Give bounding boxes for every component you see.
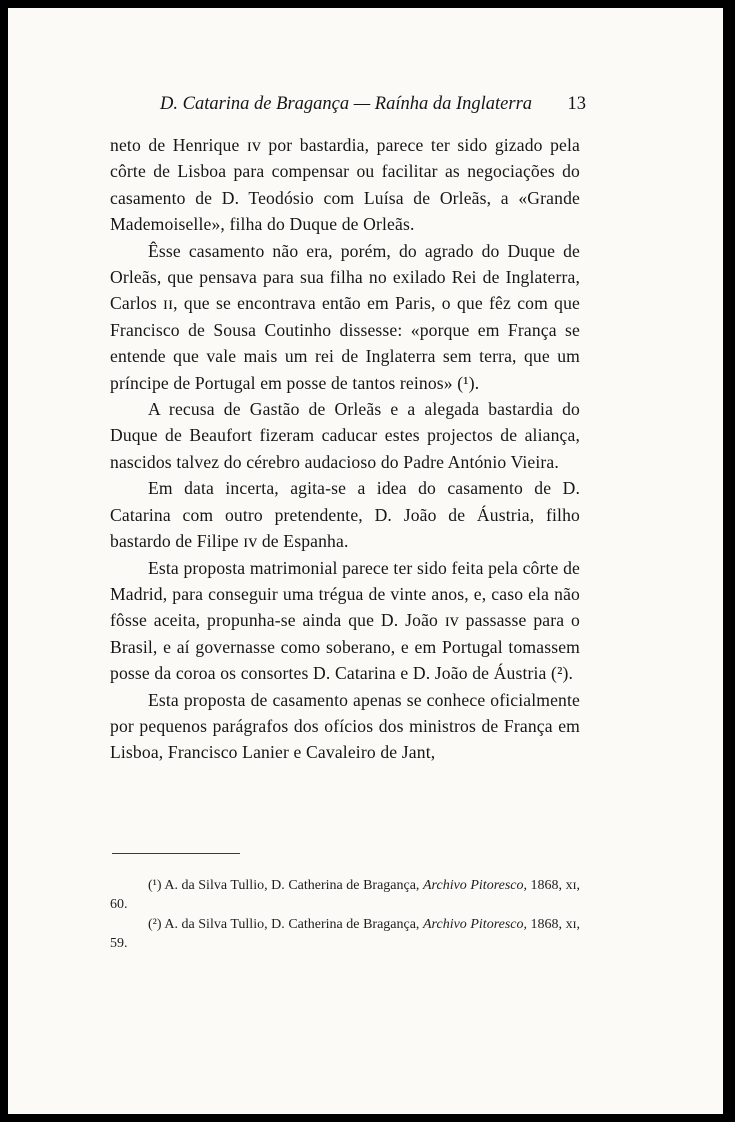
footnote-2-text: A. da Silva Tullio, D. Catherina de Bragança,: [164, 917, 423, 932]
paragraph-6: Esta proposta de casamento apenas se conhece oficialmente por pequenos parágrafos dos ofícios dos ministros de França em Lisboa, Francisco Lanier e Cavaleiro de Jant,: [110, 689, 580, 763]
paragraph-1: neto de Henrique ɪᴠ por bastardia, parece ter sido gizado pela côrte de Lisboa para compensar ou facilitar as negociações do casamento de D. Teodósio com Luísa de Orleãs, a «Grande Mademoiselle», filha do Duque de Orleãs.: [110, 135, 580, 235]
paragraph-4: Em data incerta, agita-se a idea do casamento de D. Catarina com outro pretendente, D. João de Áustria, filho bastardo de Filipe ɪᴠ de Espanha.: [110, 478, 580, 552]
footnote-2-journal: Archivo Pitoresco: [423, 917, 524, 932]
running-header: [160, 94, 590, 122]
footnote-1: [110, 876, 580, 914]
paragraph-3: A recusa de Gastão de Orleãs e a alegada bastardia do Duque de Beaufort fizeram caducar estes projectos de aliança, nascidos talvez do cérebro audacioso do Padre António Vieira.: [110, 399, 580, 472]
footnote-2-marker: (²): [148, 917, 162, 932]
body-text: [110, 132, 580, 766]
footnotes: [110, 876, 580, 954]
footnote-2-ref: , 1868, xɪ, 59.: [110, 917, 581, 951]
footnote-1-text: A. da Silva Tullio, D. Catherina de Bragança,: [164, 878, 423, 893]
footnote-2: [110, 915, 580, 953]
paragraph-2: Êsse casamento não era, porém, do agrado do Duque de Orleãs, que pensava para sua filha no exilado Rei de Inglaterra, Carlos ɪɪ, que se encontrava então em Paris, o que fêz com que Francisco de Sousa Coutinho dissesse: «porque em França se entende que vale mais um rei de Inglaterra sem terra, que um príncipe de Portugal em posse de tantos reinos» (¹).: [110, 240, 580, 393]
book-page: [8, 8, 723, 1114]
footnote-1-ref: , 1868, xɪ, 60.: [110, 878, 581, 912]
footnote-1-journal: Archivo Pitoresco: [423, 878, 524, 893]
footnote-1-marker: (¹): [148, 878, 162, 893]
page-number: 13: [567, 94, 586, 114]
running-title: D. Catarina de Bragança — Raínha da Inglaterra: [160, 94, 533, 114]
footnote-rule: [112, 853, 240, 854]
paragraph-5: Esta proposta matrimonial parece ter sido feita pela côrte de Madrid, para conseguir uma trégua de vinte anos, e, caso ela não fôsse aceita, propunha-se ainda que D. João ɪᴠ passasse para o Brasil, e aí governasse como soberano, e em Portugal tomassem posse da coroa os consortes D. Catarina e D. João de Áustria (²).: [110, 557, 580, 684]
